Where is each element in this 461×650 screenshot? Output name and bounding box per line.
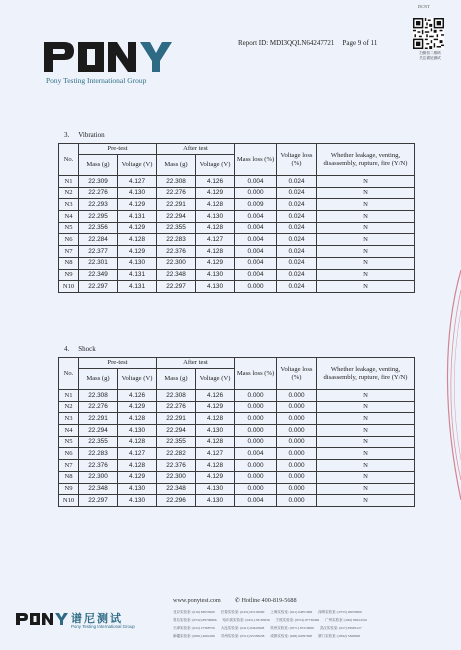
cell-pre-voltage: 4.130 [118,187,157,199]
col-after-test: After test [157,358,235,369]
cell-after-mass: 22.291 [157,413,196,425]
col-after-mass: Mass (g) [157,369,196,390]
cell-sample-no: N3 [59,413,79,425]
page-number: Page 9 of 11 [342,39,378,47]
cell-voltage-loss: 0.024 [277,199,317,211]
report-id: Report ID: MDI3QQLN64247721 [238,39,335,47]
table-row [59,211,415,223]
cell-mass-loss: 0.000 [235,281,277,293]
cell-result: N [317,448,415,460]
cell-pre-mass: 22.297 [79,495,118,507]
cell-pre-mass: 22.308 [79,390,118,402]
cell-mass-loss: 0.004 [235,269,277,281]
table-row [59,222,415,234]
cell-after-mass: 22.355 [157,436,196,448]
cell-sample-no: N10 [59,281,79,293]
cell-after-voltage: 4.129 [196,401,235,413]
cell-voltage-loss: 0.000 [277,390,317,402]
cell-after-voltage: 4.130 [196,211,235,223]
cell-result: N [317,199,415,211]
cell-pre-voltage: 4.128 [118,460,157,472]
cell-sample-no: N1 [59,176,79,188]
pony-logo [44,40,174,74]
lab-phone: 成都实验室: (028) 62097900 [270,634,313,638]
lab-phone: 天津实验室: (022) 27368756 [173,626,215,630]
cell-pre-voltage: 4.131 [118,211,157,223]
cell-pre-voltage: 4.128 [118,234,157,246]
shock-results-table [58,357,415,507]
cell-result: N [317,425,415,437]
table-body [59,176,415,293]
table-header [59,144,415,176]
table-row [59,471,415,483]
cell-mass-loss: 0.000 [235,425,277,437]
cell-sample-no: N3 [59,199,79,211]
cell-voltage-loss: 0.000 [277,471,317,483]
cell-after-mass: 22.276 [157,187,196,199]
cell-sample-no: N5 [59,222,79,234]
cell-voltage-loss: 0.024 [277,176,317,188]
col-mass-loss: Mass loss (%) [235,144,277,176]
cell-after-mass: 22.291 [157,199,196,211]
cell-pre-mass: 22.276 [79,401,118,413]
cell-pre-mass: 22.355 [79,436,118,448]
cell-after-voltage: 4.126 [196,176,235,188]
cell-pre-voltage: 4.129 [118,401,157,413]
cell-after-voltage: 4.130 [196,269,235,281]
col-result: Whether leakage, venting, disassembly, rupture, fire (Y/N) [317,144,415,176]
col-voltage-loss: Voltage loss (%) [277,358,317,390]
cell-pre-mass: 22.284 [79,234,118,246]
cell-after-mass: 22.294 [157,425,196,437]
address-row [173,624,455,632]
qr-caption [411,51,449,60]
cell-pre-voltage: 4.129 [118,471,157,483]
col-after-voltage: Voltage (V) [196,155,235,176]
cell-pre-voltage: 4.126 [118,390,157,402]
cell-result: N [317,281,415,293]
cell-pre-mass: 22.348 [79,483,118,495]
cell-sample-no: N6 [59,448,79,460]
cell-mass-loss: 0.000 [235,460,277,472]
cell-mass-loss: 0.004 [235,246,277,258]
cell-sample-no: N7 [59,460,79,472]
cell-mass-loss: 0.000 [235,390,277,402]
cell-voltage-loss: 0.024 [277,187,317,199]
cell-sample-no: N8 [59,257,79,269]
cell-voltage-loss: 0.024 [277,281,317,293]
cell-pre-voltage: 4.129 [118,222,157,234]
cell-after-mass: 22.297 [157,281,196,293]
lab-phone: 广州实验室: (020) 89224310 [325,618,367,622]
col-voltage-loss: Voltage loss (%) [277,144,317,176]
cell-after-voltage: 4.129 [196,257,235,269]
lab-phone: 哈尔滨实验室: (0451) 58165836 [222,618,270,622]
cell-sample-no: N6 [59,234,79,246]
cell-after-mass: 22.308 [157,390,196,402]
cell-voltage-loss: 0.000 [277,460,317,472]
table-row [59,460,415,472]
decorative-curve-icon [438,270,461,500]
logo-tagline: Pony Testing International Group [46,76,147,85]
col-no: No. [59,358,79,390]
table-row [59,234,415,246]
table-row [59,413,415,425]
cell-pre-mass: 22.301 [79,257,118,269]
wechat-qr-code-icon [413,18,444,49]
cell-sample-no: N2 [59,401,79,413]
cell-after-mass: 22.348 [157,269,196,281]
lab-phone: 北京实验室: (010) 83055000 [173,610,215,614]
cell-after-mass: 22.300 [157,257,196,269]
shock-section-title [64,345,96,353]
cell-after-mass: 22.348 [157,483,196,495]
cell-after-mass: 22.283 [157,234,196,246]
col-pre-voltage: Voltage (V) [118,369,157,390]
footer-brand-cn: 谱尼测试 [71,612,123,625]
cell-result: N [317,471,415,483]
document-code: DCNT [418,4,431,9]
section-number: 4. [64,345,70,353]
cell-pre-mass: 22.309 [79,176,118,188]
cell-pre-mass: 22.293 [79,199,118,211]
cell-pre-mass: 22.291 [79,413,118,425]
cell-mass-loss: 0.000 [235,413,277,425]
cell-pre-mass: 22.297 [79,281,118,293]
cell-after-voltage: 4.128 [196,222,235,234]
cell-pre-mass: 22.356 [79,222,118,234]
table-row [59,187,415,199]
cell-after-voltage: 4.128 [196,436,235,448]
cell-after-voltage: 4.127 [196,448,235,460]
cell-pre-voltage: 4.130 [118,483,157,495]
cell-result: N [317,483,415,495]
cell-pre-voltage: 4.127 [118,176,157,188]
table-row [59,257,415,269]
cell-pre-voltage: 4.128 [118,436,157,448]
col-pre-mass: Mass (g) [79,369,118,390]
cell-after-mass: 22.308 [157,176,196,188]
section-name: Vibration [78,131,105,139]
lab-phone: 上海实验室: (021) 64851999 [270,610,313,614]
lab-phone: 大连实验室: (0411) 84619828 [220,626,265,630]
cell-sample-no: N4 [59,211,79,223]
vibration-section-title [64,131,105,139]
cell-result: N [317,495,415,507]
cell-voltage-loss: 0.000 [277,495,317,507]
cell-result: N [317,269,415,281]
lab-phone: 青岛实验室: (0532) 88706866 [173,618,217,622]
col-pre-voltage: Voltage (V) [118,155,157,176]
footer-pony-logo [16,612,68,626]
cell-pre-mass: 22.295 [79,211,118,223]
lab-phone: 长春实验室: (0431) 85150990 [220,610,265,614]
lab-phone: 新疆实验室: (0991) 4604186 [173,634,215,638]
table-row [59,176,415,188]
cell-pre-voltage: 4.130 [118,257,157,269]
cell-voltage-loss: 0.024 [277,211,317,223]
table-row [59,436,415,448]
lab-phone: 深圳实验室: (0755) 26050909 [318,610,362,614]
cell-after-voltage: 4.126 [196,390,235,402]
col-pre-test: Pre-test [79,358,157,369]
lab-phone: 宁波实验室: (0574) 87736499 [275,618,320,622]
cell-sample-no: N4 [59,425,79,437]
cell-mass-loss: 0.004 [235,257,277,269]
cell-voltage-loss: 0.000 [277,401,317,413]
cell-result: N [317,246,415,258]
cell-pre-voltage: 4.128 [118,413,157,425]
lab-address-list [173,608,455,640]
footer-contact [173,597,297,604]
vibration-results-table [58,143,415,293]
cell-sample-no: N9 [59,269,79,281]
col-pre-test: Pre-test [79,144,157,155]
cell-pre-mass: 22.276 [79,187,118,199]
table-header [59,358,415,390]
table-row [59,199,415,211]
cell-sample-no: N5 [59,436,79,448]
table-row [59,281,415,293]
cell-voltage-loss: 0.000 [277,425,317,437]
address-row [173,616,455,624]
cell-mass-loss: 0.004 [235,448,277,460]
cell-after-mass: 22.296 [157,495,196,507]
col-pre-mass: Mass (g) [79,155,118,176]
cell-after-voltage: 4.130 [196,495,235,507]
lab-phone: 武汉实验室: (027) 83993127 [319,626,362,630]
cell-mass-loss: 0.000 [235,471,277,483]
footer-brand-en: Pony Testing International Group [71,624,135,629]
cell-sample-no: N9 [59,483,79,495]
cell-result: N [317,390,415,402]
cell-result: N [317,257,415,269]
cell-after-mass: 22.282 [157,448,196,460]
cell-pre-voltage: 4.131 [118,281,157,293]
cell-mass-loss: 0.000 [235,401,277,413]
table-row [59,390,415,402]
cell-after-mass: 22.294 [157,211,196,223]
cell-after-voltage: 4.130 [196,483,235,495]
cell-pre-voltage: 4.130 [118,495,157,507]
cell-sample-no: N7 [59,246,79,258]
table-row [59,269,415,281]
cell-after-voltage: 4.128 [196,460,235,472]
cell-pre-voltage: 4.131 [118,269,157,281]
cell-pre-voltage: 4.130 [118,425,157,437]
cell-pre-voltage: 4.127 [118,448,157,460]
cell-voltage-loss: 0.000 [277,483,317,495]
lab-phone: 厦门实验室: (0592) 5368948 [318,634,360,638]
table-row [59,483,415,495]
cell-mass-loss: 0.004 [235,211,277,223]
cell-result: N [317,436,415,448]
cell-mass-loss: 0.000 [235,436,277,448]
cell-voltage-loss: 0.024 [277,246,317,258]
cell-mass-loss: 0.009 [235,199,277,211]
cell-voltage-loss: 0.024 [277,234,317,246]
table-row [59,425,415,437]
hotline-number: Hotline 400-819-5688 [241,597,297,604]
table-body [59,390,415,507]
report-header [238,39,377,47]
cell-sample-no: N10 [59,495,79,507]
cell-pre-voltage: 4.129 [118,246,157,258]
cell-result: N [317,460,415,472]
col-result: Whether leakage, venting, disassembly, rupture, fire (Y/N) [317,358,415,390]
cell-after-voltage: 4.129 [196,471,235,483]
col-after-voltage: Voltage (V) [196,369,235,390]
cell-pre-mass: 22.283 [79,448,118,460]
section-name: Shock [78,345,96,353]
cell-after-voltage: 4.130 [196,281,235,293]
cell-voltage-loss: 0.024 [277,222,317,234]
address-row [173,608,455,616]
col-after-mass: Mass (g) [157,155,196,176]
cell-pre-voltage: 4.129 [118,199,157,211]
cell-after-mass: 22.355 [157,222,196,234]
cell-sample-no: N8 [59,471,79,483]
hotline-text: ✆ Hotline 400-819-5688 [234,597,297,604]
cell-mass-loss: 0.000 [235,483,277,495]
table-row [59,246,415,258]
cell-result: N [317,187,415,199]
cell-after-voltage: 4.129 [196,187,235,199]
cell-voltage-loss: 0.000 [277,448,317,460]
cell-result: N [317,222,415,234]
cell-voltage-loss: 0.024 [277,257,317,269]
cell-after-voltage: 4.127 [196,234,235,246]
cell-mass-loss: 0.004 [235,495,277,507]
cell-mass-loss: 0.004 [235,176,277,188]
cell-after-voltage: 4.128 [196,199,235,211]
cell-result: N [317,234,415,246]
table-row [59,495,415,507]
cell-after-mass: 22.300 [157,471,196,483]
col-mass-loss: Mass loss (%) [235,358,277,390]
cell-pre-mass: 22.376 [79,460,118,472]
cell-result: N [317,211,415,223]
cell-pre-mass: 22.377 [79,246,118,258]
cell-after-mass: 22.376 [157,246,196,258]
website-link[interactable]: www.ponytest.com [173,597,221,604]
section-number: 3. [64,131,70,139]
cell-voltage-loss: 0.000 [277,413,317,425]
col-no: No. [59,144,79,176]
qr-caption-text: 扫微信二维码 关注谱尼测试 [419,51,441,60]
cell-after-voltage: 4.128 [196,246,235,258]
lab-phone: 杭州实验室: (0571) 87219696 [270,626,314,630]
cell-mass-loss: 0.004 [235,234,277,246]
cell-after-mass: 22.376 [157,460,196,472]
lab-phone: 苏州实验室: (0512) 65530638 [220,634,265,638]
cell-after-voltage: 4.128 [196,413,235,425]
table-row [59,401,415,413]
cell-pre-mass: 22.349 [79,269,118,281]
table-row [59,448,415,460]
cell-mass-loss: 0.000 [235,187,277,199]
cell-mass-loss: 0.004 [235,222,277,234]
cell-after-mass: 22.276 [157,401,196,413]
cell-pre-mass: 22.300 [79,471,118,483]
cell-after-voltage: 4.130 [196,425,235,437]
cell-result: N [317,413,415,425]
cell-pre-mass: 22.294 [79,425,118,437]
cell-voltage-loss: 0.024 [277,269,317,281]
cell-voltage-loss: 0.000 [277,436,317,448]
cell-result: N [317,401,415,413]
cell-result: N [317,176,415,188]
col-after-test: After test [157,144,235,155]
cell-sample-no: N2 [59,187,79,199]
address-row [173,632,455,640]
cell-sample-no: N1 [59,390,79,402]
